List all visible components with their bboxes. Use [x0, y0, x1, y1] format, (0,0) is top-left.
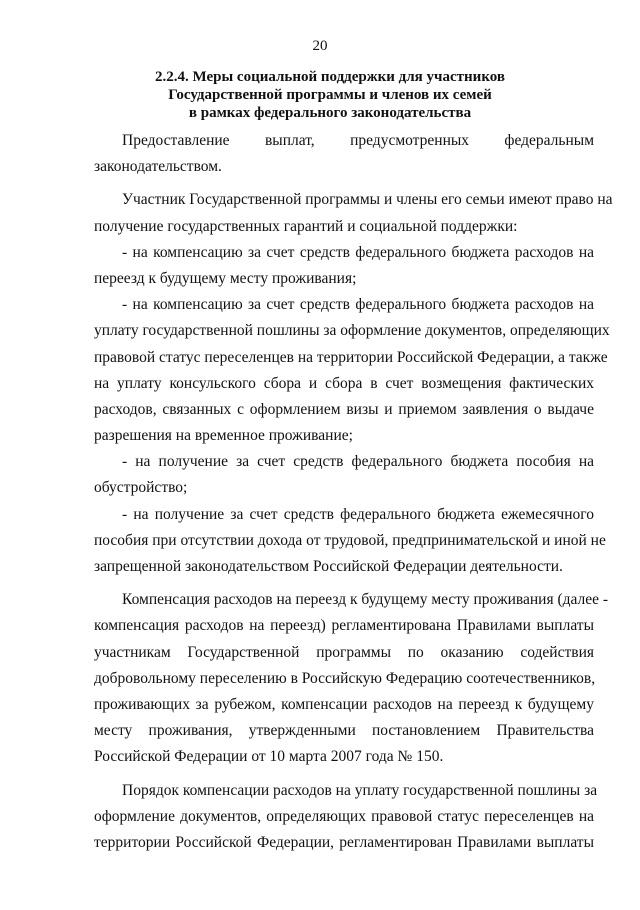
text-line: переезд к будущему месту проживания;	[94, 269, 357, 287]
text-line: Российской Федерации от 10 марта 2007 года № 150.	[94, 748, 444, 766]
text-line: пособия при отсутствии дохода от трудовой, предпринимательской и иной не	[94, 531, 606, 549]
text-line: Участник Государственной программы и члены его семьи имеют право на	[122, 191, 613, 209]
text-line: уплату государственной пошлины за оформление документов, определяющих	[94, 322, 610, 340]
text-line: - на получение за счет средств федерального бюджета пособия на	[122, 453, 594, 471]
text-line: законодательством.	[94, 158, 222, 176]
text-line: месту проживания, утвержденными постановлением Правительства	[94, 722, 594, 740]
text-line: проживающих за рубежом, компенсации расходов на переезд к будущему	[94, 695, 594, 713]
text-line: - на получение за счет средств федерального бюджета ежемесячного	[122, 505, 594, 523]
text-line: Предоставление выплат, предусмотренных федеральным	[122, 132, 594, 149]
section-heading-line: Государственной программы и членов их семей	[168, 87, 492, 103]
text-line: на уплату консульского сбора и сбора в счет возмещения фактических	[94, 374, 594, 392]
text-line: запрещенной законодательством Российской Федерации деятельности.	[94, 558, 563, 575]
text-line: оформление документов, определяющих правовой статус переселенцев на	[94, 807, 594, 825]
text-line: разрешения на временное проживание;	[94, 427, 353, 445]
text-line: расходов, связанных с оформлением визы и приемом заявления о выдаче	[94, 400, 594, 418]
text-line: территории Российской Федерации, регламентирован Правилами выплаты	[94, 833, 594, 851]
page-number: 20	[312, 38, 328, 54]
text-line: Компенсация расходов на переезд к будущему месту проживания (далее -	[122, 591, 609, 609]
text-line: правовой статус переселенцев на территории Российской Федерации, а также	[94, 348, 608, 366]
text-line: - на компенсацию за счет средств федерального бюджета расходов на	[122, 243, 594, 261]
section-heading	[60, 68, 600, 122]
document-body	[94, 128, 613, 856]
text-line: - на компенсацию за счет средств федерального бюджета расходов на	[122, 296, 594, 314]
text-line: получение государственных гарантий и социальной поддержки:	[94, 217, 518, 235]
section-heading-line: в рамках федерального законодательства	[188, 105, 472, 121]
text-line: компенсация расходов на переезд) регламентирована Правилами выплаты	[94, 617, 594, 635]
text-line: обустройство;	[94, 479, 188, 497]
text-line: Порядок компенсации расходов на уплату государственной пошлины за	[122, 781, 598, 799]
text-line: участникам Государственной программы по оказанию содействия	[94, 643, 594, 661]
text-line: добровольному переселению в Российскую Федерацию соотечественников,	[94, 669, 596, 687]
section-heading-line: 2.2.4. Меры социальной поддержки для участников	[155, 69, 505, 85]
